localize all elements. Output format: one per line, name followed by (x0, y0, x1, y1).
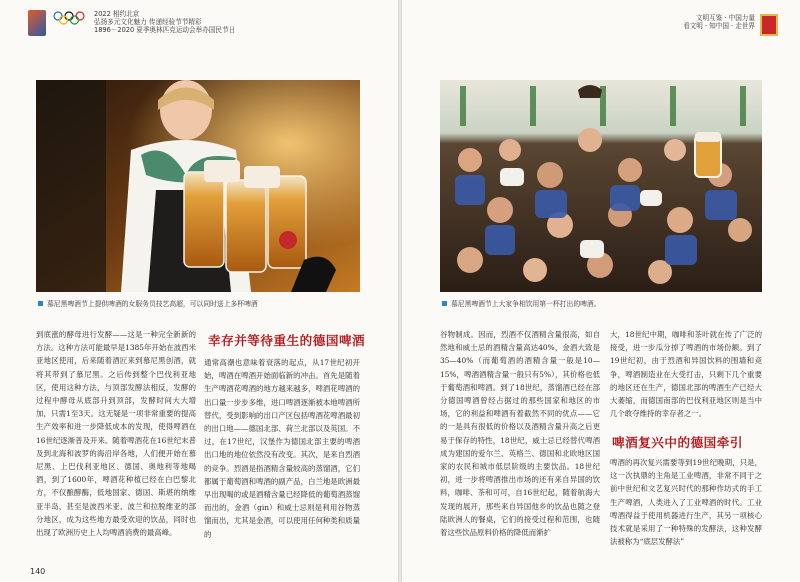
seal-icon (760, 14, 778, 36)
beijing-2022-logo (28, 10, 46, 36)
waitress-beer-photo (36, 80, 360, 292)
right-page-column-2a (610, 328, 762, 420)
header-left-text (94, 10, 235, 35)
right-page-column-2b (610, 456, 762, 548)
header-left-line: 2022 相约北京 (94, 10, 140, 18)
caption-marker-icon (38, 301, 43, 306)
right-caption-text: 慕尼黑啤酒节上大家争相饮用第一杯打出的啤酒。 (451, 300, 601, 308)
left-caption-text: 慕尼黑啤酒节上提供啤酒的女服务员技艺高超，可以同时送上多杯啤酒 (47, 300, 258, 308)
header-right-text (683, 14, 755, 30)
left-page-column-1 (36, 328, 196, 539)
right-page-heading: 啤酒复兴中的德国牵引 (612, 435, 743, 450)
header-right (683, 14, 778, 36)
page-number: 140 (30, 567, 46, 576)
olympic-rings-icon (52, 10, 88, 29)
right-col1-text: 谷物制成。因而，烈酒不仅酒精含量很高，如自然地和威士忌的酒精含量高达40%，金酒大致是35—40%（而葡萄酒的酒精含量一般是10—15%，啤酒酒精含量一般只有5%），其价格也低于葡萄酒和啤酒。到了18世纪，蒸馏酒已经在部分德国啤酒曾经占据过的那些国家和地区的市场，它的利益和啤酒有着截然不同的优点——它的一是具有很低的价格以及酒精含量升高之后更易于保存的特性，18世纪，威士忌已经替代啤酒成为建国的爱尔兰、英格兰、德国和北欧地区国家的农民和城市低层阶级的主要饮品。18世纪初，进一步将啤酒推出市场的还有来自异国的饮料，咖啡、茶和可可，自16世纪起，随着航海大发现的展开，那些来自异国他乡的饮品也随之登陆欧洲人的餐桌，它们的接受过程和范围，也随着这些饮品原料价格的降低而渐扩 (440, 330, 600, 538)
right-col2b-text: 啤酒的再次复兴需要等到19世纪晚期，只是，这一次执鼎的主角是工业啤酒，非常不同于之前中世纪和文艺复兴时代的那种作坊式的手工生产啤酒，人类进入了工业啤酒的时代。工业啤酒得益于使用机器进行生产，其另一项核心技术就是采用了一种特殊的发酵法，这种发酵法被称为“底层发酵法” (610, 458, 762, 547)
right-page (402, 0, 800, 582)
header-left-line: 1896－2020 夏季奥林匹克运动会举办国民节日 (94, 26, 236, 35)
header-right-line: 文明互鉴 · 中国力量 (695, 14, 755, 22)
right-photo-caption (442, 298, 601, 308)
left-page (0, 0, 398, 582)
header-right-line: 看文明 · 知中国 · 走世界 (683, 22, 755, 31)
left-col2-text: 通常高潮也意味着衰落的起点，从17世纪初开始，啤酒在啤酒开始面临新的冲击。首先是随着生产啤酒花啤酒的地方越来越多，啤酒花啤酒的出口量一步步多维，进口啤酒逐渐被本地啤酒所替代，受到影响的出口产区包括啤酒花啤酒最初的出口地——德国北部、荷兰北部以及英国。不过，在17世纪，汉堡作为德国北部主要的啤酒出口地的地位依然没有改变。其次，是来自烈酒的竞争。烈酒是指酒精含量较高的蒸馏酒，它们都属于葡萄酒和啤酒的副产品，白兰地是欧洲最早出现喝的或是酒精含量已经降低的葡萄酒蒸馏而出的，金酒（gin）和威士忌则是利用谷物蒸馏而出，尤其是金酒，可以使用任何种类和质量的 (204, 358, 360, 539)
right-page-column-1 (440, 328, 600, 539)
header-left (28, 10, 235, 36)
left-photo-caption (38, 298, 258, 308)
left-page-column-2 (204, 356, 360, 541)
left-col1-text: 到底涨的酵母进行发酵——这是一种完全新新的方法。这种方法可能最早是1385年开始在波西米亚地区使用，后来随着酒匠来到慕尼黑创酒，就将其带到了慕尼黑。之后传到整个巴伐利亚地区，使用这种方法，与顶部发酵法相反，发酵的过程中酵母从底部升到顶部，发酵时间大大增加，只需1至3天。这无疑是一项非常重要的提高生产效率和进一步降低成本的发现，使得啤酒在16世纪逐渐普及开来。随着啤酒花在16世纪末普及到北海和波罗的海沿岸各地，人们便开始在慕尼黑、上巴伐利亚地区、德国、奥地利等地喝酒，到了1600年，啤酒花种植已经在白巴黎北方，不仅酿酵酶，低地国家、德国、斯堪的纳维亚半岛，甚至是波西米亚、波兰和拉脱维亚的部分地区，成为这些地方最受欢迎的饮品，同时也出现了欧洲历史上人均啤酒消费的最高峰。 (36, 330, 196, 538)
header-left-line: 弘扬多元文化魅力 传递经验节节精彩 (94, 18, 202, 27)
oktoberfest-crowd-photo (440, 80, 762, 292)
left-page-heading: 幸存并等待重生的德国啤酒 (208, 333, 366, 348)
right-col2a-text: 大，18世纪中期，咖啡和茶叶就在传了广泛的接受，进一步瓜分掉了啤酒的市场份额。到了19世纪初，由于烈酒和异国饮料的围墙和竞争，啤酒制造业在大受打击，只剩下几个重要的地区还在生产，德国北部的啤酒生产已经大大萎缩，而德国南部的巴伐利亚地区则是当中几个敢夺维持的幸存者之一。 (610, 330, 762, 419)
caption-marker-icon (442, 301, 447, 306)
